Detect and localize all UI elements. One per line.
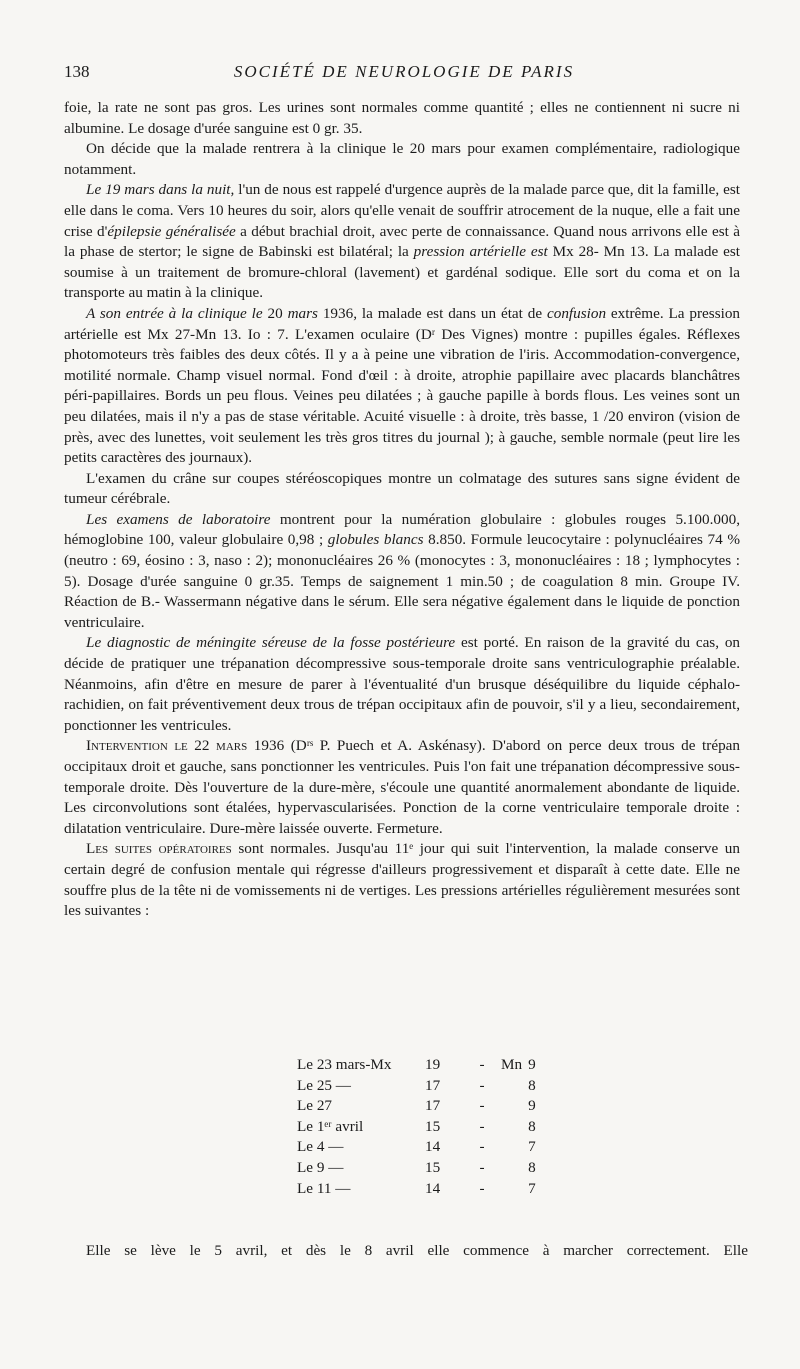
mx-cell-value: 15 [425, 1117, 441, 1135]
mx-cell [425, 1158, 463, 1179]
dash-cell-value: - [479, 1158, 485, 1176]
mn-cell [501, 1076, 536, 1097]
mn-cell [501, 1137, 536, 1158]
paragraph-5: L'examen du crâne sur coupes stéréoscopiques montre un colmatage des sutures sans signe évident de tumeur cérébrale. [64, 469, 740, 508]
paragraph-4-lead: A son entrée à la clinique le [86, 304, 263, 322]
table-row [297, 1055, 536, 1076]
paragraph-4-date: 20 [262, 304, 288, 322]
paragraph-4-text-b: extrême. La pression artérielle est Mx 27-Mn 13. Io : 7. L'examen oculaire (Dʳ Des Vignes) montre : pupilles égales. Réflexes photomoteurs très faibles des deux côtés. Il y a à peine une vibration de l'iris. Accommodation-convergence, motilité normale. Champ visuel normal. Fond d'œil : à droite, atrophie papillaire avec placards blanchâtres péri-papillaires. Bords un peu flous. Veines peu dilatées ; à gauche papille à bords flous. Les veines sont un peu dilatées, mais il n'y a pas de stase véritable. Acuité visuelle : à droite, très basse, 1 /20 environ (vision de près, avec des lunettes, voit seulement les très gros titres du journal ); à gauche, semble normale (peut lire les petits caractères des journaux). [64, 304, 741, 467]
date-cell [297, 1055, 425, 1076]
dash-cell [463, 1076, 501, 1097]
paragraph-7 [64, 633, 740, 736]
page-header [64, 62, 744, 86]
paragraph-3-text-c: Mx 28- Mn 13. La malade est soumise à un traitement de bromure-chloral (lavement) et gardénal sodique. Elle sort du coma et on la transporte au matin à la clinique. [64, 243, 740, 302]
paragraph-3 [64, 180, 740, 304]
mx-cell-value: 15 [425, 1158, 441, 1176]
paragraph-7-text-a: est porté. En raison de la gravité du cas, on décide de pratiquer une trépanation décompressive sous-temporale droite sans ventriculographie préalable. Néanmoins, afin d'être en mesure de parer à l'éventualité d'un brusque déséquilibre du liquide céphalo-rachidien, on fait préventivement deux trous de trépan occipitaux afin de pouvoir, s'il y a lieu, secondairement, ponctionner les ventricules. [64, 634, 741, 734]
paragraph-3-emphasis-1: épilepsie généralisée [107, 222, 236, 240]
paragraph-9-text-a: sont normales. Jusqu'au 11ᵉ jour qui suit l'intervention, la malade conserve un certain degré de confusion mentale qui régresse d'ailleurs progressivement et disparaît à cette date. Elle ne souffre plus de la tête ni de vomissements ni de vertiges. Les pressions artérielles régulièrement mesurées sont les suivantes : [64, 840, 740, 920]
date-cell [297, 1117, 425, 1138]
paragraph-7-lead: Le diagnostic de méningite séreuse de la fosse postérieure [86, 634, 456, 652]
paragraph-9-lead: Les suites opératoires [86, 840, 232, 858]
dash-cell [463, 1055, 501, 1076]
table-row [297, 1179, 536, 1200]
mx-cell-value: 19 [425, 1056, 441, 1073]
date-cell-value: Le 9 — [297, 1158, 344, 1176]
date-cell [297, 1076, 425, 1097]
table-row [297, 1137, 536, 1158]
mn-label: Mn [501, 1056, 523, 1073]
mn-cell-value: 8 [528, 1117, 536, 1135]
mn-cell [501, 1117, 536, 1138]
paragraph-6-emphasis-1: globules blancs [327, 531, 424, 549]
mn-cell-value: 7 [528, 1138, 536, 1156]
paragraph-4-emphasis-1: confusion [546, 304, 607, 322]
mn-cell-value: 9 [528, 1097, 536, 1115]
paragraph-6-text-b: 8.850. Formule leucocytaire : polynucléaires 74 % (neutro : 69, éosino : 3, naso : 2); mononucléaires 26 % (monocytes : 3, mononucléaires : 18 ; lymphocytes : 5). Dosage d'urée sanguine 0 gr.35. Temps de saignement 1 min.50 ; de coagulation 8 min. Groupe IV. Réaction de B.- Wassermann négative dans le sérum. Elle sera négative également dans le liquide de ponction ventriculaire. [64, 531, 740, 631]
dash-cell-value: - [479, 1179, 485, 1197]
mn-cell [501, 1096, 536, 1117]
table-row [297, 1117, 536, 1138]
paragraph-4 [64, 304, 740, 469]
paragraph-9 [64, 839, 740, 921]
dash-cell [463, 1158, 501, 1179]
mx-cell [425, 1096, 463, 1117]
dash-cell [463, 1179, 501, 1200]
date-cell [297, 1137, 425, 1158]
paragraph-4-lead-2: mars [287, 304, 318, 322]
mx-cell [425, 1179, 463, 1200]
date-cell-value: Le 4 — [297, 1138, 344, 1156]
dash-cell-value: - [479, 1097, 485, 1115]
blood-pressure-table [297, 1055, 536, 1199]
mn-cell-value: 7 [528, 1179, 536, 1197]
page-number: 138 [64, 62, 90, 81]
dash-cell [463, 1096, 501, 1117]
paragraph-8-lead: Intervention le 22 mars [86, 737, 248, 755]
paragraph-4-text-a: 1936, la malade est dans un état de [317, 304, 547, 322]
dash-cell [463, 1117, 501, 1138]
body-text [64, 98, 740, 922]
mx-cell [425, 1137, 463, 1158]
date-cell-value: Le 25 — [297, 1076, 351, 1094]
paragraph-3-lead: Le 19 mars dans la nuit, [86, 181, 235, 199]
mx-cell [425, 1117, 463, 1138]
final-paragraph: Elle se lève le 5 avril, et dès le 8 avril elle commence à marcher correctement. Elle [86, 1242, 748, 1260]
mn-cell [501, 1158, 536, 1179]
date-cell [297, 1096, 425, 1117]
date-cell-value: Le 11 — [297, 1179, 351, 1197]
date-cell [297, 1158, 425, 1179]
mn-cell-value: 9 [528, 1056, 536, 1073]
mn-cell-value: 8 [528, 1076, 536, 1094]
dash-cell-value: - [479, 1117, 485, 1135]
paragraph-8 [64, 736, 740, 839]
table-row [297, 1158, 536, 1179]
paragraph-6-lead: Les examens de laboratoire [86, 510, 271, 528]
dash-cell [463, 1137, 501, 1158]
mn-cell [501, 1055, 536, 1076]
paragraph-6-text-a: montrent pour la numération globulaire : globules rouges 5.100.000, hémoglobine 100, valeur globulaire 0,98 ; [64, 510, 740, 549]
mx-cell-value: 17 [425, 1097, 441, 1115]
date-cell-value: Le 27 [297, 1097, 333, 1115]
mx-cell [425, 1055, 463, 1076]
date-cell-value: Le 1ᵉʳ avril [297, 1117, 364, 1135]
mn-cell-value: 8 [528, 1158, 536, 1176]
paragraph-2: On décide que la malade rentrera à la clinique le 20 mars pour examen complémentaire, radiologique notamment. [64, 140, 740, 178]
mx-cell-value: 14 [425, 1179, 441, 1197]
running-title: SOCIÉTÉ DE NEUROLOGIE DE PARIS [233, 62, 575, 81]
dash-cell-value: - [479, 1138, 485, 1156]
paragraph-3-text-a: l'un de nous est rappelé d'urgence auprès de la malade parce que, dit la famille, est elle dans le coma. Vers 10 heures du soir, alors qu'elle venait de souffrir atrocement de la nuque, elle a fait une crise d' [64, 181, 740, 240]
date-cell-value: Le 23 mars-Mx [297, 1056, 392, 1073]
table-row [297, 1076, 536, 1097]
dash-cell-value: - [479, 1056, 485, 1073]
paragraph-8-text-a: 1936 (Dʳˢ P. Puech et A. Askénasy). D'abord on perce deux trous de trépan occipitaux droit et gauche, sans ponctionner les ventricules. Puis l'on fait une trépanation décompressive sous-temporale droite. Dès l'ouverture de la dure-mère, s'écoule une quantité anormalement abondante de liquide. Les circonvolutions sont étalées, hypervascularisées. Ponction de la corne ventriculaire temporale droite : dilatation ventriculaire. Dure-mère laissée ouverte. Fermeture. [64, 737, 740, 837]
mx-cell-value: 14 [425, 1138, 441, 1156]
date-cell [297, 1179, 425, 1200]
mn-cell [501, 1179, 536, 1200]
paragraph-6 [64, 510, 740, 634]
table-row [297, 1096, 536, 1117]
mx-cell [425, 1076, 463, 1097]
paragraph-1: foie, la rate ne sont pas gros. Les urines sont normales comme quantité ; elles ne contiennent ni sucre ni albumine. Le dosage d'urée sanguine est 0 gr. 35. [64, 99, 740, 137]
paragraph-3-text-b: a début brachial droit, avec perte de connaissance. Quand nous arrivons elle est à la phase de stertor; le signe de Babinski est bilatéral; la [64, 222, 740, 261]
paragraph-3-emphasis-2: pression artérielle est [413, 243, 548, 261]
dash-cell-value: - [479, 1076, 485, 1094]
mx-cell-value: 17 [425, 1076, 441, 1094]
